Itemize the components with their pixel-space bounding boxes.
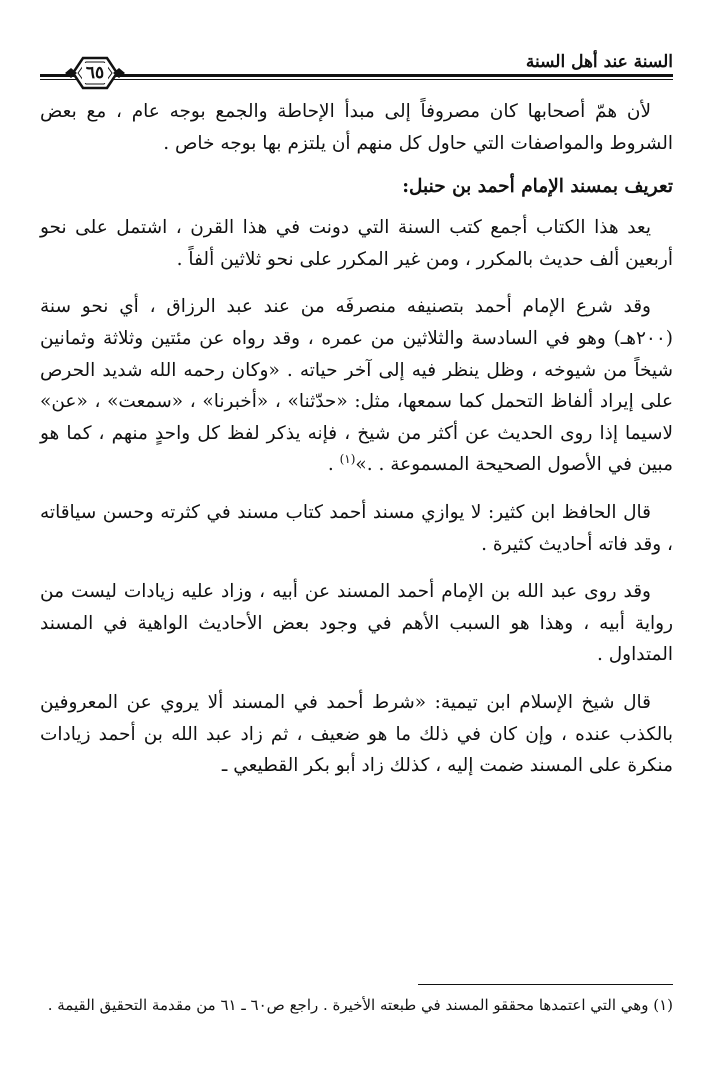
footnote: (١) وهي التي اعتمدها محققو المسند في طبعته الأخيرة . راجع ص٦٠ ـ ٦١ من مقدمة التحقيق القيمة .	[47, 996, 673, 1014]
page-header	[40, 52, 673, 92]
footnote-reference[interactable]: (١)	[339, 452, 356, 467]
paragraph-3	[40, 291, 673, 481]
paragraph-1: لأن همّ أصحابها كان مصروفاً إلى مبدأ الإحاطة والجمع بوجه عام ، مع بعض الشروط والمواصفات التي حاول كل منهم أن يلتزم بها بوجه خاص .	[40, 101, 673, 154]
header-rule-thin	[40, 79, 673, 80]
footnote-separator	[418, 984, 673, 985]
paragraph-4: قال الحافظ ابن كثير: لا يوازي مسند أحمد كتاب مسند في كثرته وحسن سياقاته ، وقد فاته أحاديث كثيرة .	[40, 501, 673, 555]
page-number: ٦٥	[82, 63, 108, 83]
main-text	[40, 96, 673, 798]
header-rule	[40, 74, 673, 77]
paragraph-5: وقد روى عبد الله بن الإمام أحمد المسند عن أبيه ، وزاد عليه زيادات ليست من رواية أبيه ، وهذا هو السبب الأهم في وجود بعض الأحاديث الواهية في المسند المتداول .	[40, 581, 673, 666]
section-heading: تعريف بمسند الإمام أحمد بن حنبل:	[402, 176, 673, 198]
paragraph-2: يعد هذا الكتاب أجمع كتب السنة التي دونت في هذا القرن ، اشتمل على نحو أربعين ألف حديث بالمكرر ، ومن غير المكرر على نحو ثلاثين ألفاً .	[40, 217, 673, 270]
page-number-badge	[65, 54, 125, 92]
running-title: السنة عند أهل السنة	[516, 52, 673, 72]
paragraph-3-text: وقد شرع الإمام أحمد بتصنيفه منصرفَه من عند عبد الرزاق ، أي نحو سنة (٢٠٠هـ) وهو في السادسة والثلاثين من عمره ، وقد رواه عن مئتين وثلاثة وثمانين شيخاً من شيوخه ، وظل ينظر فيه إلى آخر حياته . «وكان رحمه الله شديد الحرص على إيراد ألفاظ التحمل كما سمعها، مثل: «حدّثنا» ، «أخبرنا» ، «سمعت» ، «عن» لاسيما إذا روى الحديث عن أكثر من شيخ ، فإنه يذكر لفظ كل واحدٍ منهم ، كما هو مبين في الأصول الصحيحة المسموعة . .»	[40, 296, 673, 476]
paragraph-3-end: .	[327, 454, 340, 476]
paragraph-6: قال شيخ الإسلام ابن تيمية: «شرط أحمد في المسند ألا يروي عن المعروفين بالكذب عنده ، وإن كان في ذلك ما هو ضعيف ، ثم زاد عبد الله بن أحمد زيادات منكرة على المسند ضمت إليه ، كذلك زاد أبو بكر القطيعي ـ	[40, 691, 673, 777]
